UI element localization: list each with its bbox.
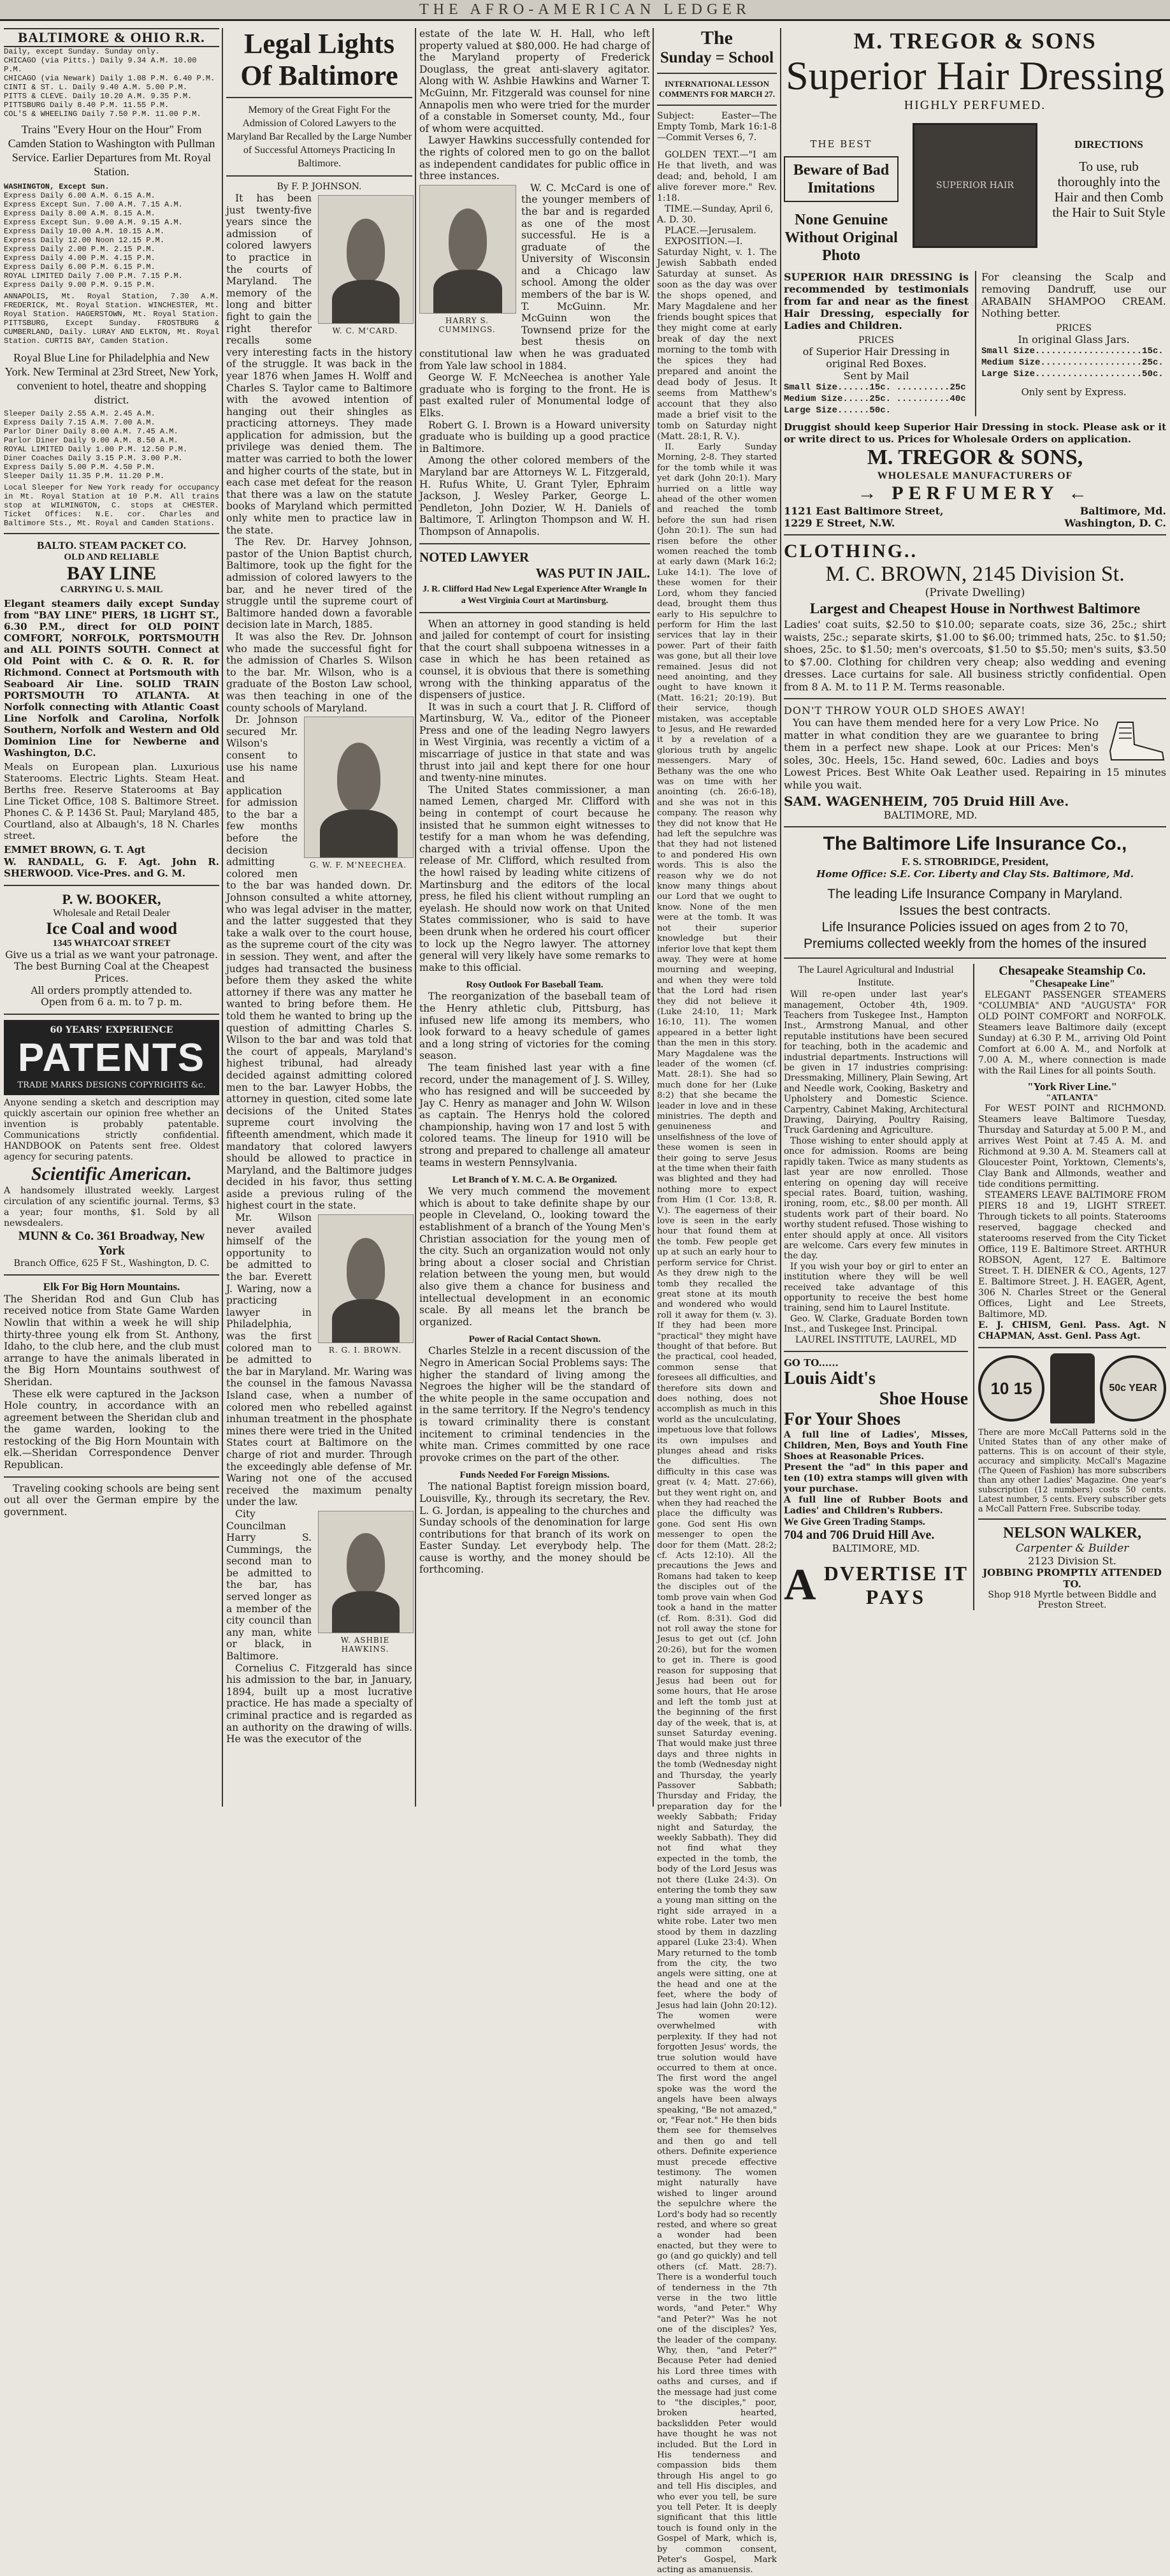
york-text: For WEST POINT and RICHMOND. Steamers leave Baltimore Tuesday, Thursday and Saturday at 5.00 P. M., and arrives West Point at 7.45 A. M. and Richmond at 9.30 A. M. Steamers call at Gloucester Point, Yorktown, Clements's, Clay Bank and Allmonds, weather and tide conditions permitting. (978, 1103, 1166, 1190)
arrow-left-icon: ← (1068, 483, 1093, 504)
chesapeake-sub: "Chesapeake Line" (1029, 979, 1115, 990)
life-line-2: Issues the best contracts. (899, 903, 1051, 919)
cummings-photo (419, 185, 516, 314)
directions-head: DIRECTIONS (1074, 138, 1143, 150)
aidt-head: Louis Aidt's (784, 1368, 876, 1388)
chesapeake-signature: E. J. CHISM, Genl. Pass. Agt. N CHAPMAN, Asst. Genl. Pass Agt. (978, 1320, 1166, 1342)
column-rule (780, 28, 781, 1807)
lower-ads-row (784, 964, 1166, 1610)
directions-text: To use, rub thoroughly into the Hair and then Comb the Hair to Suit Style (1052, 159, 1166, 220)
advertise-line-1: DVERTISE IT (823, 1561, 969, 1585)
mccall-figure (1050, 1353, 1095, 1423)
exposition-para: EXPOSITION.—I. Saturday Night, v. 1. The Jewish Sabbath ended Saturday at sunset. As soon as the day was over the shops opened, and Mary Magdalene and her friends bought spices that they might come at early break of day the next morning to the tomb with the spices they had prepared and anoint the dead body of Jesus. It seems from Matthew's account that they also made a brief visit to the tomb on Saturday night (Matt. 28:1, R. V.). (657, 236, 777, 442)
private-dwelling: (Private Dwelling) (925, 586, 1025, 600)
patents-ad (4, 1020, 219, 1095)
prices-right-head: PRICES (1055, 323, 1092, 333)
sunday-school-subject: Subject: Easter—The Empty Tomb, Mark 16:1-8—Commit Verses 6, 7. (657, 111, 777, 143)
laurel-text-3: If you wish your boy or girl to enter an institution where they will be well received take advantage of this opportunity to receive the best home training, send him to Laurel Institute. (784, 1261, 969, 1314)
column-2 (226, 28, 412, 1807)
jail-para: It was in such a court that J. R. Clifford of Martinsburg, W. Va., editor of the Pioneer Press and one of the leading Negro lawyers in West Virginia, was recently a victim of a miscarriage of justice in that state and was thrust into jail and kept there for one hour and twenty-nine minutes. (419, 701, 650, 784)
life-line-4: Premiums collected weekly from the homes of the insured (803, 936, 1147, 952)
bay-line-subheader: OLD AND RELIABLE (64, 552, 159, 562)
booker-name: P. W. BOOKER, (62, 891, 161, 907)
tregor-prices-row (784, 271, 1166, 416)
aidt-shoe-house: Shoe House (879, 1388, 969, 1409)
mcneechea-photo (304, 717, 414, 858)
scientific-american-title: Scientific American. (31, 1163, 192, 1184)
chesapeake-head: Chesapeake Steamship Co. (999, 964, 1146, 979)
hawkins-photo (318, 1511, 414, 1633)
life-insurance-head: The Baltimore Life Insurance Co., (823, 833, 1127, 855)
golden-text: GOLDEN TEXT.—"I am He that liveth, and was dead; and, behold, I am alive forever more." Rev. 1:18. (657, 150, 777, 203)
york-head: "York River Line." (1027, 1081, 1117, 1093)
shoes-text: You can have them mended here for a very Low Price. No matter in what condition they are we guarantee to bring them in a perfect new shape. Look at our Prices: Men's soles, 30c. Heels, 15c. Hand sewed, 60c. Ladies and boys Lowest Prices. Best White Oak Leather used. Repairing in 15 minutes while you wait. (784, 717, 1166, 791)
clothing-head: CLOTHING.. (784, 541, 918, 562)
patents-text: Anyone sending a sketch and description may quickly ascertain our opinion free whether an invention is probably patentable. Communications strictly confidential. HANDBOOK on Patents sent free. Oldest agency for securing patents. (4, 1097, 219, 1162)
tregor-address-2: 1229 E Street, N.W. Washington, D. C. (784, 517, 1166, 530)
laurel-signature: Geo. W. Clarke, Graduate Borden town Inst., and Tuskegee Inst. Principal. (784, 1313, 969, 1335)
prices-left-head: PRICES (858, 335, 894, 346)
mcneechea-photo-block (304, 717, 412, 870)
advertise-letter-a: A (784, 1560, 816, 1610)
brown-photo (318, 1214, 414, 1343)
legal-lights-continued: W. C. McCard is one of the younger members of the bar and is regarded as one of the most successful. He is a graduate of the University of Wisconsin and a Chicago law school. Among the older members of the bar is W. T. McGuinn. Mr. McGuinn won the Townsend prize for the best thesis on constitutional law when he was graduated from Yale law school in 1884. (419, 182, 650, 372)
wagenheim-city: BALTIMORE, MD. (883, 809, 978, 822)
mccard-photo (318, 195, 414, 324)
legal-lights-deck: Memory of the Great Fight For the Admission of Colored Lawyers to the Maryland Bar Recalled by the Large Number of Successful Attorneys Practicing In Baltimore. (226, 105, 412, 169)
shoes-head: DON'T THROW YOUR OLD SHOES AWAY! (784, 704, 1026, 717)
patents-marks: TRADE MARKS DESIGNS COPYRIGHTS &c. (17, 1080, 206, 1090)
booker-line-2: Ice Coal and wood (46, 919, 177, 938)
prices-left-note: of Superior Hair Dressing in original Red Boxes. (802, 346, 950, 370)
booker-address: 1345 WHATCOAT STREET (52, 938, 171, 949)
bay-line-signature: EMMET BROWN, G. T. Agt (4, 844, 146, 855)
tregor-name-2: M. TREGOR & SONS, (867, 446, 1083, 470)
bo-railroad-title: BALTIMORE & OHIO R.R. (4, 28, 219, 47)
new-york-notes: Local Sleeper for New York ready for occupancy in Mt. Royal Station at 10 P.M. All trains stop at WILMINGTON, C. stops at CHESTER. Ticket Offices: N.E. cor. Charles and Baltimore Sts., Mt. Royal and Camden Stations. (4, 483, 219, 528)
aidt-text-3: A full line of Rubber Boots and Ladies' and Children's Rubbers. (784, 1494, 969, 1516)
prices-left-list: Small Size......15c. ..........25c Medium Size.....25c. ..........40c Large Size......50c. (784, 382, 966, 416)
legal-lights-byline: By F. P. JOHNSON. (277, 182, 362, 192)
legal-lights-continued: Lawyer Hawkins successfully contended for the rights of colored men to go on the ballot as independent candidates for public office in three instances. (419, 135, 650, 182)
booker-text: Give us a trial as we want your patronage. The best Burning Coal at the Cheapest Prices. (5, 949, 218, 984)
genuine-note: None Genuine Without Original Photo (784, 212, 898, 264)
cooking-schools-text: Traveling cooking schools are being sent out all over the German empire by the government. (4, 1482, 219, 1518)
bay-line-header: BALTO. STEAM PACKET CO. (36, 539, 187, 551)
prices-right-list: Small Size....................15c. Medium Size...................25c. Large Size....................50c. (981, 346, 1164, 379)
tregor-address-1: 1121 East Baltimore Street, Baltimore, Md. (784, 505, 1166, 518)
bo-schedule: Daily, except Sunday. Sunday only. CHICAGO (via Pitts.) Daily 9.34 A.M. 10.00 P.M. CHICAGO (via Newark) Daily 1.08 P.M. 6.40 P.M. CINTI & ST. L. Daily 9.40 A.M. 5.00 P.M. PITTS & CLEVE. Daily 10.20 A.M. 9.35 P.M. PITTSBURG Daily 8.40 P.M. 11.55 P.M. COL'S & WHEELING Daily 7.50 P.M. 11.00 P.M. (4, 47, 215, 119)
walker-jobbing: JOBBING PROMPTLY ATTENDED TO. (983, 1567, 1162, 1590)
column-5 (784, 28, 1166, 1807)
aidt-goto: GO TO...... (784, 1357, 839, 1369)
legal-lights-para: It has been just twenty-five years since the admission of colored lawyers to practice in the courts of Maryland. The memory of the long and bitter fight to gain the right therefor recalls some very interesting facts in the history of the struggle. It was back in the year 1876 when James H. Wolff and Charles S. Taylor came to Baltimore with the avowed intention of hanging out their shingles as practicing attorneys. They made application for admission, but the privilege was denied them. The matter was carried to both the lower and higher courts of the state, but in each case met defeat for the reason that there was a law on the statute books of Maryland which permitted only white men to practice law in the state. (226, 193, 412, 536)
chesapeake-text: ELEGANT PASSENGER STEAMERS "COLUMBIA" AND "AUGUSTA" FOR OLD POINT COMFORT and NORFOLK. Steamers leave Baltimore daily (except Sunday) at 6.30 P. M., arriving Old Point Comfort at 6.00 A. M., and Norfolk at 7.00 A. M., where connection is made with the Rail Lines for all points South. (978, 990, 1166, 1077)
legal-lights-para: The Rev. Dr. Harvey Johnson, pastor of the Union Baptist church, Baltimore, took up the fight for the admission of colored lawyers to the bar, and he never tired of the struggle until the supreme court of Baltimore handed down a favorable decision late in March, 1885. (226, 536, 412, 631)
life-line-1: The leading Life Insurance Company in Maryland. (827, 887, 1123, 902)
legal-lights-para: Cornelius C. Fitzgerald has since his admission to the bar, in January, 1894, built up a most lucrative practice. He has made a specialty of criminal practice and is regarded as an authority on the drawing of wills. He was the executor of the (226, 1662, 412, 1745)
bay-line-mail: CARRYING U. S. MAIL (60, 585, 163, 595)
photo-caption: G. W. F. M'NEECHEA. (309, 861, 407, 870)
booker-line-1: Wholesale and Retail Dealer (53, 907, 170, 919)
cleansing-text: For cleansing the Scalp and removing Dandruff, use our ARABAIN SHAMPOO CREAM. Nothing better. (981, 271, 1166, 319)
legal-lights-continued: George W. F. McNeechea is another Yale graduate who is forging to the front. He is past exalted ruler of Monumental lodge of Elks. (419, 372, 650, 419)
legal-lights-continued: Robert G. I. Brown is a Howard university graduate who is building up a good practice in Baltimore. (419, 419, 650, 455)
washington-schedule-title: WASHINGTON, Except Sun. (4, 182, 110, 191)
photo-caption: W. C. M'CARD. (332, 326, 398, 335)
racial-contact-headline: Power of Racial Contact Shown. (468, 1334, 601, 1345)
mccall-text: There are more McCall Patterns sold in the United States than of any other make of patterns. This is on account of their style, accuracy and simplicity. McCall's Magazine (The Queen of Fashion) has more subscribers than any other Ladies' Magazine. One year's subscription (12 numbers) costs 50 cents. Latest number, 5 cents. Every subscriber gets a McCall Pattern Free. Subscribe today. (978, 1427, 1166, 1514)
ymca-headline: Let Branch of Y. M. C. A. Be Organized. (452, 1175, 618, 1186)
brown-photo-block (318, 1214, 412, 1355)
laurel-place: LAUREL INSTITUTE, LAUREL, MD (795, 1334, 957, 1345)
life-office: Home Office: S.E. Cor. Liberty and Clay Sts. Baltimore, Md. (816, 868, 1134, 880)
mccall-ad (978, 1353, 1166, 1423)
jail-headline-2: WAS PUT IN JAIL. (535, 565, 650, 581)
perfumery-line: → PERFUMERY ← (857, 483, 1093, 504)
walker-trade: Carpenter & Builder (1015, 1542, 1129, 1555)
cummings-photo-block (419, 185, 515, 334)
scientific-american-text: A handsomely illustrated weekly. Largest circulation of any scientific journal. Terms, $3 a year; four months, $1. Sold by all newsdealers. (4, 1185, 219, 1228)
mccall-badge-right: 50c YEAR (1100, 1355, 1166, 1422)
aidt-city: BALTIMORE, MD. (832, 1542, 920, 1554)
wagenheim-line: SAM. WAGENHEIM, 705 Druid Hill Ave. (784, 794, 1069, 810)
life-line-3: Life Insurance Policies issued on ages from 2 to 70, (821, 920, 1129, 935)
the-best: THE BEST (810, 138, 872, 150)
new-york-schedule: Sleeper Daily 2.55 A.M. 2.45 A.M. Express Daily 7.15 A.M. 7.00 A.M. Parlor Diner Daily 8.00 A.M. 7.45 A.M. Parlor Diner Daily 9.00 A.M. 8.50 A.M. ROYAL LIMITED Daily 1.00 P.M. 12.50 P.M. Diner Coaches Daily 3.15 P.M. 3.00 P.M. Express Daily 5.00 P.M. 4.50 P.M. Sleeper Daily 11.35 P.M. 11.20 P.M. (4, 409, 188, 481)
aidt-for-shoes: For Your Shoes (784, 1409, 901, 1429)
lesson-time: TIME.—Sunday, April 6, A. D. 30. (657, 204, 774, 225)
advertise-line-2: PAYS (865, 1585, 926, 1608)
patents-word: PATENTS (17, 1035, 206, 1080)
column-rule (222, 28, 223, 1807)
legal-lights-title: Legal Lights Of Baltimore (240, 28, 398, 91)
column-4 (657, 27, 777, 2575)
life-president: F. S. STROBRIDGE, President, (901, 855, 1048, 868)
jail-deck: J. R. Clifford Had New Legal Experience After Wrangle In a West Virginia Court at Martinsburg. (422, 584, 647, 606)
exposition-para: II. Early Sunday Morning, 2-8. They started for the tomb while it was yet dark (John 20:1). Mary hurried on a little way ahead of the other women and reached the tomb before the sun had risen (John 20:1). The sun had risen before the other women reached the tomb at early dawn (Mark 16:2; Luke 14:1). The love of these women for their Lord, whom they fancied dead, brought them thus early to His sepulchre to perform for Him the last services that lay in their power. Part of their faith was gone, but all their love remained. Jesus did not need anointing, and they ought to have known it (Matt. 16:21; 20:19). But their service, though mistaken, was acceptable to Jesus, and He rewarded it by a revelation of a glorious truth by angelic messengers. Mary of Bethany was the one who was on time with her anointing (ch. 26:6-18), and she was not in this company. The reason why they did not know that He had left the sepulchre was that they had not listened to and pondered His own words. This is also the reason why we do not know many things about our Lord that we ought to know. None of the men were at the tomb. It was not their superior knowledge but their inferior love that kept them away. They were at home mourning and weeping, and when they were told that the Lord had risen they did not believe it (Luke 24:10, 11; Mark 16:10, 11). The women appeared in a better light than the men in this story. Mary Magdalene was the leader of the women (cf. Matt. 28:1). She had so much done for her (Luke 8:2) that she became the leader in love and in these ministries. The depth and genuineness and unselfishness of the love of these women is seen in their going to serve Jesus at the time when their faith was blighted and they had nothing more to expect from Him (1 Cor. 13:8, R. V.). The eagerness of their love is seen in the early hour that found them at the tomb. Few people get up at such an early hour to perform service for Christ. As they drew nigh to the tomb they recalled the great stone at its mouth and wondered who would roll it away for them (v. 3). If they had been more "practical" they might have thought of that before. But the practical, cool headed, common sense that foresees all difficulties, and therefore sits down and does nothing, does not accomplish as much in this world as the unculculating, impetuous love that follows its own impulses and plunges ahead and risks the difficulties. The difficulty in this case was great (v. 4; Matt. 27:66), but they went right on, and when they had reached the place the difficulty was gone. God sent His own messenger to open the door for them (Matt. 28:2; cf. Acts 12:10). All the precautions the Jews and Romans had taken to keep the disciples out of the tomb prove vain when God took a hand in the matter (cf. Rom. 8:31). God did not roll away the stone for Jesus to get out (cf. John 20:26), but for the women to get in. There is good reason for supposing that Jesus had been out for some hours, that He arose and left the tomb just at the beginning of the first day of the week, that is, at sunset Saturday evening. That would make just three days and three nights in the tomb (Wednesday night and Thursday, the yearly Passover Sabbath; Thursday and Friday, the preparation day for the weekly Sabbath; Friday night and Saturday, the weekly Sabbath). They did not find what they expected in the tomb, the body of the Lord Jesus was not there (Luke 24:3). On entering the tomb they saw a young man sitting on the right side arrayed in a white robe. Later two men stood by them in dazzling apparel (Luke 23:4). When Mary returned to the tomb from the city, the two angels were sitting, one at the head and one at the feet, where the body of Jesus had lain (John 20:12). The women were overwhelmed with perplexity. If they had not forgotten Jesus' words, the true solution would have occurred to them at once. The first word the angel spoke was the word the angels have been always speaking, "Be not amazed," or, "Fear not." He then bids them see for themselves and then go and tell others. Definite experience must precede effective testimony. The women might naturally have wished to linger around the sepulchre where the Lord's body had so recently rested, and where so great a wonder had been enacted, but they were to go (and go quickly) and tell others (cf. Matt. 28:7). There is a wonderful touch of tenderness in the 7th verse in the two little words, "and Peter." Why "and Peter?" Was he not one of the disciples? Yes, the leader of the company. Why, then, "and Peter?" Because Peter had denied his Lord three times with oaths and curses, and if the message had just come to "the disciples," poor, broken hearted, backslidden Peter would have thought he was not included. But the Lord in His tenderness and compassion bids them through His angel to go and tell His disciples, and who ever you tell, be sure you tell Peter. It is deeply significant that this little touch is found only in the Gospel of Mark, which is, by common consent, Peter's Gospel, Mark acting as amanuensis. (657, 442, 777, 2575)
photo-caption: R. G. I. BROWN. (328, 1346, 402, 1355)
hair-dressing-tin: SUPERIOR HAIR DRESSING (913, 123, 1037, 248)
express-note: Only sent by Express. (1021, 386, 1127, 398)
york-sub: "ATLANTA" (1046, 1093, 1099, 1103)
bo-trains-note: Trains "Every Hour on the Hour" From Camden Station to Washington with Pullman Service. Earlier Departures from Mt. Royal Station. (8, 123, 215, 178)
bay-line-text-2: Meals on European plan. Luxurious Staterooms. Electric Lights. Steam Heat. Berths free. Reserve Staterooms at Bay Line Ticket Office, 108 S. Baltimore Street. Phones C. & P. 1436 St. Paul; Maryland 485, Courtland, also at Albaugh's, 18 N. Charles street. (4, 761, 219, 841)
baseball-headline: Rosy Outlook For Baseball Team. (466, 980, 603, 991)
arrow-right-icon: → (857, 483, 882, 504)
bay-line-text: Elegant steamers daily except Sunday from "BAY LINE" PIERS, 18 LIGHT ST., 6.30 P.M., direct for OLD POINT COMFORT, NORFOLK, PORTSMOUTH and ALL POINTS SOUTH. Connect at Old Point with C. & O. R. R. for Richmond. Connect at Portsmouth with Seaboard Air Line. SOLID TRAIN PORTSMOUTH TO ATLANTA. At Norfolk connecting with Atlantic Coast Line Norfolk and Carolina, Norfolk Southern, Norfolk and Western and Old Dominion Line for Newberne and Washington, D.C. (4, 598, 219, 759)
masthead: THE AFRO-AMERICAN LEDGER (0, 0, 1170, 21)
missions-para: The national Baptist foreign mission board, Louisville, Ky., through its secretary, the Rev. L. G. Jordan, is appealing to the churches and Sunday schools of the denomination for large contributions for that branch of its work on Easter Sunday. Let everybody help. The cause is worthy, and the money should be forthcoming. (419, 1481, 650, 1576)
beware-box: Beware of Bad Imitations (784, 156, 899, 202)
royal-blue-line: Royal Blue Line for Philadelphia and New York. New Terminal at 23rd Street, New York, convenient to hotel, theatre and shopping district. (4, 351, 219, 406)
washington-notes: ANNAPOLIS, Mt. Royal Station, 7.30 A.M. FREDERICK, Mt. Royal Station. WINCHESTER, Mt. Royal Station. HAGERSTOWN, Mt. Royal Station. PITTSBURG, Except Sunday. FROSTBURG & CUMBERLAND, Daily. LURAY AND ELKTON, Mt. Royal Station. CURTIS BAY, Camden Station. (4, 292, 219, 346)
munn-branch: Branch Office, 625 F St., Washington, D. C. (13, 1258, 210, 1269)
advertise-banner (784, 1562, 968, 1609)
sunday-school-title-1: The (700, 27, 733, 48)
elk-headline: Elk For Big Horn Mountains. (43, 1280, 180, 1293)
prices-right-note: In original Glass Jars. (1018, 333, 1130, 346)
hair-dressing-title: Superior Hair Dressing (786, 53, 1164, 98)
walker-name: NELSON WALKER, (1003, 1525, 1141, 1542)
york-text-2: STEAMERS LEAVE BALTIMORE FROM PIERS 18 and 19, LIGHT STREET. Through tickets to all points. Staterooms reserved, baggage checked and staterooms reserved from the City Ticket Office, 119 E. Baltimore Street. ARTHUR ROBSON, Agent, 127 E. Baltimore Street. T. H. DIENER & CO., Agents, 127 E. Baltimore Street. J. H. EAGER, Agent, 306 N. Charles Street or the General Offices, Light and Lee Streets, Baltimore, MD. (978, 1190, 1166, 1320)
legal-lights-continued: Among the other colored members of the Maryland bar are Attorneys W. L. Fitzgerald, H. Rufus White, U. Grant Tyler, Ephraim Jackson, J. Wesley Parker, George L. Pendleton, John Dozier, W. H. Daniels of Baltimore, T. Arlington Thompson and W. H. Thompson of Annapolis. (419, 455, 650, 537)
wholesale-line: WHOLESALE MANUFACTURERS OF (877, 470, 1073, 482)
clothing-text: Ladies' coat suits, $2.50 to $10.00; separate coats, size 36, 25c.; shirt waists, 25c.; separate skirts, $1.00 to $6.00; trimmed hats, 25c. to $1.50; shoes, 25c. to $1.50; men's overcoats, $1.50 to $5.50; men's suits, $3.50 to $7.00. Clothing for children very cheap; also wedding and evening dresses. Lace curtains for sale. All business strictly confidential. Open from 8 A. M. to 11 P. M. Terms reasonable. (784, 618, 1166, 693)
aidt-stamps: We Give Green Trading Stamps. (784, 1516, 925, 1527)
ymca-para: We very much commend the movement which is about to take definite shape by our people in Cleveland, O., looking toward the establishment of a branch of the Young Men's Christian association for the young men of the city. Such an organization would not only bring about a closer social and Christian relation between the young men, but would also give them a chance for business and intellectual development in an economic scale. By all means let the branch be organized. (419, 1186, 650, 1328)
recommended-text: SUPERIOR HAIR DRESSING is recommended by testimonials from far and near as the finest Hair Dressing, especially for Ladies and Children. (784, 271, 969, 331)
largest-cheapest: Largest and Cheapest House in Northwest Baltimore (809, 600, 1141, 617)
bay-line-title: BAY LINE (66, 563, 157, 584)
jail-para: When an attorney in good standing is held and jailed for contempt of court for insisting that the court shall subpoena witnesses in a case in which he has been retained as counsel, it is obvious that there is something wrong with the thinking apparatus of the dispensers of justice. (419, 618, 650, 701)
hawkins-photo-block (318, 1511, 412, 1654)
washington-schedule: Express Daily 6.00 A.M. 6.15 A.M. Express Except Sun. 7.00 A.M. 7.15 A.M. Express Daily 8.00 A.M. 8.15 A.M. Express Except Sun. 9.00 A.M. 9.15 A.M. Express Daily 10.00 A.M. 10.15 A.M. Express Daily 12.00 Noon 12.15 P.M. Express Daily 2.00 P.M. 2.15 P.M. Express Daily 4.00 P.M. 4.15 P.M. Express Daily 6.00 P.M. 6.15 P.M. ROYAL LIMITED Daily 7.00 P.M. 7.15 P.M. Express Daily 9.00 P.M. 9.15 P.M. (4, 191, 183, 289)
booker-hours: Open from 6 a. m. to 7 p. m. (41, 996, 182, 1008)
sunday-school-title-2: Sunday = School (660, 49, 774, 66)
legal-lights-para: It was also the Rev. Dr. Johnson who made the successful fight for the admission of Charles S. Wilson to the bar. Mr. Wilson, who is a graduate of the Boston Law school, was then teaching in one of the county schools of Maryland. (226, 630, 412, 714)
legal-lights-para: Mr. Wilson never availed himself of the opportunity to be admitted to the bar. Everett J. Waring, now a practicing lawyer in Philadelphia, was the first colored man to be admitted to the bar in Maryland. Mr. Waring was the counsel in the famous Navassa Island case, when a number of colored men who rebelled against inhuman treatment in the phosphate mines there were tried in the United States court at Baltimore on the charge of riot and murder. Through the exceedingly able defense of Mr. Waring not one of the accused received the maximum penalty under the law. (226, 1212, 412, 1508)
druggist-note: Druggist should keep Superior Hair Dressing in stock. Please ask or it or write direct to us. Prices for Wholesale Orders on application. (784, 421, 1166, 445)
baseball-para: The reorganization of the baseball team of the Henry athletic club, Pittsburg, has infused new life among its members, who look forward to a heavy schedule of games and a long string of victories for the coming season. (419, 991, 650, 1062)
laurel-text: Will re-open under last year's management, October 4th, 1909. Teachers from Tuskegee Inst., Hampton Inst., Armstrong Manual, and other reputable institutions have been secured for teaching, both in the academic and industrial departments. Instructions will be given in 17 industries comprising: Dressmaking, Millinery, Plain Sewing, Art and Needle work, Cooking, Basketry and Upholstery and Domestic Science. Carpentry, Cabinet Making, Architectural Drawing, Dairying, Poultry Raising, Truck Gardening and Agriculture. (784, 989, 969, 1136)
munn-address: MUNN & Co. 361 Broadway, New York (18, 1228, 205, 1258)
column-1 (4, 28, 219, 1807)
highly-perfumed: HIGHLY PERFUMED. (904, 98, 1046, 112)
laurel-text-2: Those wishing to enter should apply at once for admission. Rooms are being rapidly taken. Twice as many students as last year are now enrolled. Those entering on opening day will receive special rates. Board, tuition, washing, ironing, room, etc., $8.00 per month. All students work part of their board. No worthy student refused. Those wishing to enter should apply at once. All visitors are welcome. Cars every few minutes in the day. (784, 1135, 969, 1262)
brown-head: M. C. BROWN, 2145 Division St. (825, 562, 1125, 586)
sent-by-mail: Sent by Mail (843, 370, 909, 382)
laurel-institute-ad (784, 964, 968, 1610)
photo-caption: HARRY S. CUMMINGS. (438, 316, 496, 334)
legal-lights-para: City Councilman Harry S. Cummings, the second man to be admitted to the bar, has served longer as a member of the city council than any man, white or black, in Baltimore. (226, 1508, 312, 1663)
photo-caption: W. ASHBIE HAWKINS. (340, 1635, 390, 1654)
aidt-address: 704 and 706 Druid Hill Ave. (784, 1527, 935, 1542)
mccard-photo-block (318, 195, 412, 335)
column-3 (419, 28, 650, 1807)
legal-lights-para: Dr. Johnson secured Mr. Wilson's consent to use his name and application for admission to the bar a few months before the decision admitting colored men to the bar was handed down. Dr. Johnson consulted a white attorney, who was legal adviser in the matter, and the latter suggested that they take a walk over to the court house, as the supreme court of the city was in session. They went, and after the judges had transacted the business before them they asked the white attorney if there was any matter he wanted to bring before them. He told them he wanted to bring up the question of admitting Charles S. Wilson to the bar and was told that the court of appeals, Maryland's highest tribunal, had already decided against admitting colored men to the bar. Lawyer Hobbs, the attorney in question, cited some late decisions of the United States supreme court involving the fifteenth amendment, which made it mandatory that colored lawyers should be allowed to practice in Maryland, and the Baltimore judges decided in his favor, thus setting aside a previous ruling of the highest court in the state. (226, 714, 412, 1212)
booker-orders: All orders promptly attended to. (31, 984, 192, 996)
aidt-text: A full line of Ladies', Misses, Children, Men, Boys and Youth Fine Shoes at Reasonable Prices. (784, 1429, 969, 1462)
walker-shop: Shop 918 Myrtle between Biddle and Preston Street. (988, 1590, 1157, 1611)
racial-contact-para: Charles Stelzle in a recent discussion of the Negro in American Social Problems says: The higher the standard of living among the Negroes the higher will be the standard of the white people in the same occupation and in the same territory. If the Negro's tendency is toward criminality there is constant incitement to criminal tendencies in the white man. Crimes committed by one race provoke crimes on the part of the other. (419, 1345, 650, 1464)
aidt-text-2: Present the "ad" in this paper and ten (10) extra stamps will given with your purchase. (784, 1462, 969, 1494)
jail-para: The United States commissioner, a man named Lemen, charged Mr. Clifford with being in contempt of court because he insisted that he summon eight witnesses to testify for a man whom he was defending, charged with a trivial offense. Upon the release of Mr. Clifford, which resulted from the howl raised by leading white citizens of Martinsburg and the editors of the local press, he filed his client without rumpling an eyelash. He should now work on that United States commissioner, who is said to have been drunk when he ordered his court officer to lock up the Negro lawyer. The attorney general will very likely have some remarks to make to this official. (419, 783, 650, 973)
laurel-head: The Laurel Agricultural and Industrial Institute. (798, 964, 954, 989)
patents-years: 60 YEARS' EXPERIENCE (50, 1024, 173, 1035)
chesapeake-column (973, 964, 1166, 1610)
bay-line-signature: W. RANDALL, G. F. Agt. John R. SHERWOOD. Vice-Pres. and G. M. (4, 855, 219, 880)
missions-headline: Funds Needed For Foreign Missions. (459, 1470, 610, 1481)
elk-text: The Sheridan Rod and Gun Club has received notice from State Game Warden Nowlin that within a week he will ship thirty-three young elk from St. Anthony, Idaho, to the club here, and the club must arrange to have the animals liberated in the Big Horn Mountains southwest of Sheridan. (4, 1293, 219, 1388)
tregor-name: M. TREGOR & SONS (853, 28, 1097, 54)
baseball-para: The team finished last year with a fine record, under the management of J. S. Willey, who has resigned and will be succeeded by Jay C. Henry as manager and John W. Wilson as captain. The Henrys hold the colored championship, having won 17 and lost 5 with colored teams. The lineup for 1910 will be strong and prepared to challenge all amateur teams in western Pennsylvania. (419, 1061, 650, 1168)
column-rule (653, 28, 654, 1807)
lesson-place: PLACE.—Jerusalem. (665, 226, 756, 236)
legal-lights-continued: estate of the late W. H. Hall, who left property valued at $80,000. He had charge of the Maryland property of Frederick Douglass, the great anti-slavery agitator. Along with W. Ashbie Hawkins and Warner T. McGuinn, Mr. Fitzgerald was counsel for nine Annapolis men who were tried for the murder of a constable in Somerset county, Md., four of whom were acquitted. (419, 28, 650, 135)
shoe-icon (1105, 719, 1166, 764)
walker-address: 2123 Division St. (1028, 1555, 1116, 1568)
elk-text-2: These elk were captured in the Jackson Hole country, in accordance with an agreement between the Sheridan club and the game warden, looking to the restocking of the Big Horn Mountain with elk.—Sheridan Correspondence Denver Republican. (4, 1388, 219, 1471)
jail-headline-1: NOTED LAWYER (419, 549, 530, 565)
sunday-school-deck: INTERNATIONAL LESSON COMMENTS FOR MARCH 27. (659, 79, 775, 99)
mccall-badge-left: 10 15 (978, 1355, 1044, 1422)
column-rule (415, 28, 416, 1807)
